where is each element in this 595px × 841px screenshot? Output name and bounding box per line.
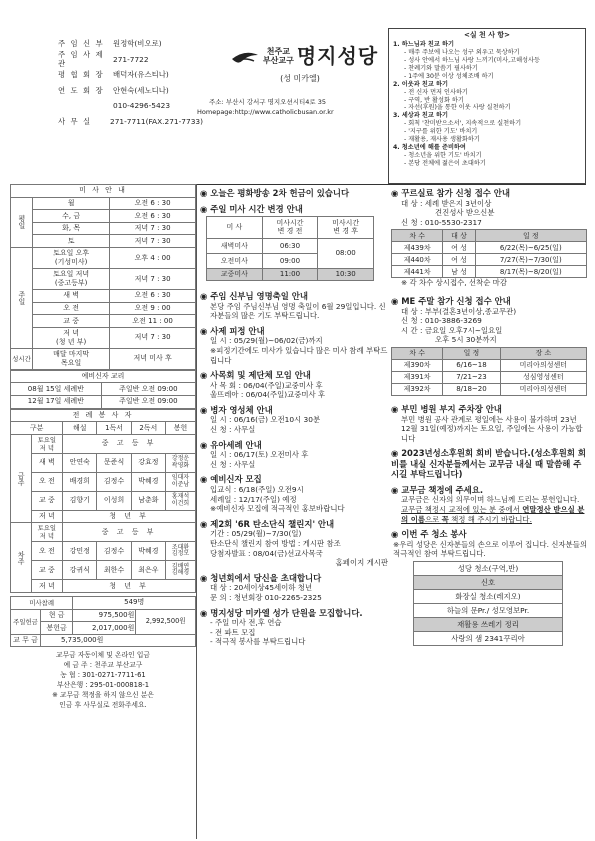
- ministry-line: 사 목 회 : 06/04(주일)교중미사 후: [210, 380, 323, 390]
- vision-item: - 구역, 반 활성화 하기: [404, 96, 464, 104]
- server-cell: 배경희: [63, 472, 97, 491]
- mass-change-name: 교중미사: [207, 269, 263, 281]
- vision-item: - 전 신자 먼저 인사하기: [404, 88, 468, 96]
- server-cell: 강민정: [63, 542, 97, 561]
- me-table: [391, 347, 587, 396]
- infant-title: ◉ 유아세례 안내: [200, 439, 262, 450]
- staff-value: 271-7722: [113, 54, 149, 64]
- catechumen-title: 예비신자 교리: [11, 370, 196, 383]
- address: [197, 98, 395, 118]
- me-title: ◉ ME 주말 참가 신청 접수 안내: [391, 296, 511, 306]
- diocese-top: 천주교: [266, 46, 290, 56]
- bank-line: 부산은행 : 295-01-000818-1: [56, 680, 150, 689]
- challenge-line: 당첨자발표 : 08/04(금)선교사목국: [210, 548, 323, 558]
- catechumen-recruit-title: ◉ 예비신자 모집: [200, 474, 262, 485]
- mass-change-header: 미 사: [207, 217, 263, 239]
- mass-day: 월: [33, 197, 110, 210]
- servers-group: 차주: [11, 523, 32, 593]
- me-place: 미리아의성센터: [500, 384, 586, 396]
- servers-table: [10, 409, 196, 593]
- homepage-line: Homepage:http://www.catholicbusan.or.kr: [197, 107, 334, 116]
- cursillo-header: 차 수: [392, 230, 443, 242]
- parking-body: 부민 병원 공사 관계로 평일에는 사용이 불가하며 23년 12월 31일(예정)까지는 토요일, 주일에는 사용이 가능합니다: [401, 414, 583, 443]
- mass-time: 오전 6 : 30: [110, 289, 196, 302]
- vision-item: - 찬례기와 말씀기 필사하기: [404, 64, 478, 72]
- right-column: [391, 184, 587, 651]
- servers-header: 구분: [11, 422, 63, 435]
- server-cell: 강효정: [131, 453, 165, 472]
- server-cell: 청 년 부: [63, 510, 196, 523]
- mass-day: 토: [33, 235, 110, 248]
- server-mass: 저 녁: [31, 580, 63, 593]
- offering-total: 2,992,500원: [136, 609, 196, 634]
- server-cell: 박혜경: [131, 542, 165, 561]
- attendance-value: 549명: [73, 596, 196, 609]
- server-mass: 오 전: [31, 542, 63, 561]
- me-line: 오후 5시 30분까지: [435, 335, 497, 345]
- mass-day: 토요일 오후 (기성미사): [33, 247, 110, 268]
- catechumen-line: ※예비신자 모집에 적극적인 홍보바랍니다: [210, 504, 345, 514]
- cursillo-date: 6/22(목)~6/25(일): [475, 242, 586, 254]
- vision-item: - 성사 안에서 하느님 사랑 느끼기(미사,고해성사등: [404, 56, 540, 64]
- catechumen-table: [10, 370, 196, 409]
- mass-time: 저녁 7 : 30: [110, 235, 196, 248]
- cursillo-no: 제440차: [392, 254, 443, 266]
- vision-item: - 회칙 '찬미받으소서', 지속적으로 실천하기: [404, 120, 522, 128]
- mass-schedule-table: [10, 184, 196, 370]
- server-cell: 이성희: [97, 491, 131, 510]
- cursillo-no: 제439차: [392, 242, 443, 254]
- vision-head: 1. 하느님과 친교 하기: [393, 40, 454, 48]
- cursillo-no: 제441차: [392, 266, 443, 278]
- retreat-line: ※피정기간에도 미사가 있습니다 많은 미사 참례 부탁드립니다: [210, 345, 388, 365]
- cleaning-body: ※우리 성당은 신자분들의 손으로 이루어 집니다. 신자분들의 적극적인 참여 부탁드립니다.: [393, 539, 587, 559]
- diocese-label: [263, 48, 294, 66]
- cursillo-date: 7/27(목)~7/30(일): [475, 254, 586, 266]
- feast-title: ◉ 주임 신부님 영명축일 안내: [200, 291, 308, 301]
- cursillo-who: 남 성: [443, 266, 475, 278]
- servers-header: 해설: [63, 422, 97, 435]
- envelope-label: 봉헌금: [41, 622, 73, 635]
- youth-line: 대 상 : 20세이상45세이하 청년: [210, 583, 313, 593]
- vision-item: - '지구를 위한 기도' 바치기: [404, 128, 478, 136]
- sick-line: 일 시 : 06/16(금) 오전10시 30분: [210, 415, 321, 425]
- server-mass: 새 벽: [31, 453, 63, 472]
- cursillo-date: 8/17(목)~8/20(일): [475, 266, 586, 278]
- server-mass: 오 전: [31, 472, 63, 491]
- adoration-group: 성시간: [11, 348, 33, 369]
- staff-label: 평 협 회 장: [58, 70, 105, 80]
- left-column: [10, 184, 196, 710]
- cleaning-row: 하늘의 문Pr./ 성모영보Pr.: [414, 604, 563, 618]
- server-cell: 안연숙: [63, 453, 97, 472]
- staff-label: 주 임 사 제 관: [58, 50, 105, 69]
- dues-emphasis: 꼭: [441, 514, 449, 524]
- cursillo-header: 대 상: [443, 230, 475, 242]
- vision-item: - 자선(후원)을 통한 이웃 사랑 실천하기: [404, 104, 511, 112]
- church-logo-icon: [230, 47, 260, 67]
- staff-value: 271-7711(FAX.271-7733): [110, 116, 203, 126]
- dues-body-underlined: [401, 505, 587, 524]
- server-mass: 교 중: [31, 491, 63, 510]
- envelope-value: 2,017,000원: [73, 622, 136, 635]
- mass-title: 미 사 안 내: [11, 185, 196, 198]
- cursillo-line: 견진성사 받으신분: [435, 208, 495, 218]
- offering-label: 주일헌금: [11, 609, 41, 634]
- mass-time: 저녁 7 : 30: [110, 222, 196, 235]
- server-cell: 청 년 부: [63, 580, 196, 593]
- cursillo-line: 대 상 : 세례 받은지 3년이상: [401, 198, 492, 208]
- infant-line: 일 시 : 06/17(토) 오전미사 후: [210, 450, 309, 460]
- vision-item: - 1주에 30분 이상 성체조배 하기: [404, 72, 494, 80]
- mass-change-before: 11:00: [262, 269, 318, 281]
- me-header: 일 정: [443, 348, 500, 360]
- column-divider: [196, 184, 197, 839]
- patron-name: (성 미카엘): [280, 74, 320, 83]
- challenge-line: 홈페이지 게시판: [335, 558, 388, 568]
- vision-head: 2. 이웃과 친교 하기: [393, 80, 448, 88]
- cursillo-who: 여 성: [443, 242, 475, 254]
- challenge-line: 탄소단식 챌린지 참여 방법 : 게시판 참조: [210, 538, 341, 548]
- cursillo-note: ※ 각 차수 상시접수, 선착순 마감: [401, 278, 507, 288]
- ministry-line: 울뜨레아 : 06/04(주일)교중미사 후: [210, 390, 326, 400]
- vision-item: - 본당 전체에 젊은이 초대하기: [404, 160, 486, 168]
- catechumen-line: 세례일 : 12/17(주일) 예정: [210, 494, 297, 504]
- mass-change-table: [206, 216, 374, 281]
- server-cell: 김정수: [97, 472, 131, 491]
- cleaning-row: 사랑의 샘 2341꾸리아: [414, 632, 563, 646]
- mass-time: 저녁 미사 후: [110, 348, 196, 369]
- infant-line: 신 청 : 사무실: [210, 459, 256, 469]
- staff-value: 배덕자(유스티나): [113, 70, 169, 80]
- mass-day: 화, 목: [33, 222, 110, 235]
- me-line: 대 상 : 부부(결혼3년이상,종교무관): [401, 306, 517, 316]
- cleaning-row: 화장실 청소(레지오): [414, 590, 563, 604]
- mass-time: 오전 6 : 30: [110, 210, 196, 223]
- cash-value: 975,500원: [73, 609, 136, 622]
- challenge-title: ◉ 제2회 '6R 탄소단식 챌린지' 안내: [200, 518, 335, 529]
- me-no: 제392차: [392, 384, 443, 396]
- weekday-group: 평일: [11, 197, 33, 247]
- dues-text: 책정 해 주시기 바랍니다.: [448, 514, 532, 524]
- cash-label: 현 금: [41, 609, 73, 622]
- church-name: 명지성당: [296, 44, 379, 68]
- mass-change-name: 오전미사: [207, 254, 263, 269]
- me-line: 시 간 : 금요일 오후7시~일요일: [401, 325, 503, 335]
- vision-box: [388, 28, 586, 184]
- sunday-group: 주일: [11, 247, 33, 348]
- mass-time: 저녁 7 : 30: [110, 268, 196, 289]
- servers-group: 금주: [11, 434, 32, 523]
- staff-label: 주 임 신 부: [58, 39, 105, 49]
- mass-time: 오전 6 : 30: [110, 197, 196, 210]
- cursillo-table: [391, 229, 587, 278]
- mass-change-header: 미사시간 변 경 후: [318, 217, 374, 239]
- me-header: 장 소: [500, 348, 586, 360]
- challenge-line: 기간 : 05/29(월)~7/30(일): [210, 529, 302, 539]
- sick-line: 신 청 : 사무실: [210, 425, 256, 434]
- bank-line: 농 협 : 301-0271-7711-61: [60, 670, 146, 679]
- server-cell: 임대자 이준남: [165, 472, 195, 491]
- dues-title: ◉ 교무금 책정에 주세요.: [391, 484, 484, 495]
- server-mass: 토요일 저 녁: [31, 523, 63, 542]
- mass-time: 저녁 7 : 30: [110, 327, 196, 348]
- me-no: 제390차: [392, 360, 443, 372]
- staff-label: 사 무 실: [58, 116, 92, 126]
- bank-line: 인금 후 사무실로 전화주세요.: [59, 700, 147, 709]
- address-line: 주소: 부산시 강서구 명지오션시티4로 35: [209, 98, 327, 106]
- catechumen-date: 08월 15일 세례반: [11, 383, 102, 396]
- vision-head: 3. 세상과 친교 하기: [393, 112, 448, 120]
- cursillo-who: 여 성: [443, 254, 475, 266]
- dues-emphasis: 연말정산 받으실 분의 이름: [401, 505, 585, 524]
- me-date: 8/18~20: [443, 384, 500, 396]
- mass-time: 오전 11 : 00: [110, 315, 196, 328]
- cleaning-title: ◉ 이번 주 청소 봉사: [391, 529, 467, 540]
- mass-change-name: 새벽미사: [207, 239, 263, 254]
- bank-info: [10, 651, 196, 710]
- choir-title: ◉ 명지성당 미카엘 성가 단원을 모집합니다.: [200, 607, 363, 618]
- server-cell: 중 고 등 부: [63, 523, 196, 542]
- dues-body: 교무금은 신자의 의무이며 하느님께 드리는 봉헌입니다.: [401, 495, 580, 505]
- choir-line: - 주일 미사 전,후 연습: [210, 618, 282, 627]
- youth-title: ◉ 청년회에서 당신을 초대합니다: [200, 572, 322, 583]
- cleaning-row: 신호: [414, 576, 563, 590]
- server-mass: 저 녁: [31, 510, 63, 523]
- server-cell: 남춘화: [131, 491, 165, 510]
- me-line: 신 청 : 010-3886-3269: [401, 316, 482, 326]
- server-cell: 조대환 김정모: [165, 542, 195, 561]
- server-cell: 최은우: [131, 561, 165, 580]
- me-place: 성심영성센터: [500, 372, 586, 384]
- me-header: 차 수: [392, 348, 443, 360]
- mass-day: 오 전: [33, 302, 110, 315]
- choir-line: - 전 파트 모집: [210, 627, 256, 637]
- servers-header: 1독서: [97, 422, 131, 435]
- server-mass: 토요일 저 녁: [31, 434, 63, 453]
- server-cell: 중 고 등 부: [63, 434, 196, 453]
- cleaning-row: 재활용 쓰레기 정리: [414, 618, 563, 632]
- catechumen-time: 주일반 오전 09:00: [101, 395, 195, 408]
- dues-label: 교 무 금: [11, 634, 41, 647]
- server-mass: 교 중: [31, 561, 63, 580]
- me-date: 7/21~23: [443, 372, 500, 384]
- servers-header: 봉헌: [165, 422, 195, 435]
- diocese-bottom: 부산교구: [262, 55, 294, 65]
- server-cell: 문준식: [97, 453, 131, 472]
- catechumen-date: 12월 17일 세례반: [11, 395, 102, 408]
- vision-head: 4. 청소년에 해를 준비하여: [393, 144, 466, 152]
- staff-label: 연 도 회 장: [58, 85, 105, 95]
- bank-line: 예 금 주 : 천주교 부산교구: [63, 661, 143, 670]
- retreat-line: 일 시 : 05/29(월)~06/02(금)까지: [210, 336, 323, 346]
- catechumen-time: 주일반 오전 09:00: [101, 383, 195, 396]
- server-cell: 강정운 곽영화: [165, 453, 195, 472]
- server-cell: 강귀식: [63, 561, 97, 580]
- mass-day: 토요일 저녁 (중고등부): [33, 268, 110, 289]
- mass-change-before: 06:30: [262, 239, 318, 254]
- choir-line: - 적극적 봉사를 부탁드립니다: [210, 637, 306, 647]
- bank-line: ※ 교무금 책정을 하지 않으신 분은: [52, 690, 154, 699]
- server-cell: 최한수: [97, 561, 131, 580]
- broadcast-title: ◉ 오늘은 평화방송 2차 헌금이 있습니다: [200, 188, 350, 198]
- mass-change-header: 미사시간 변 경 전: [262, 217, 318, 239]
- dues-value: 5,735,000원: [41, 634, 196, 647]
- vision-item: - 재활용, 재사용 생활화하기: [404, 136, 480, 144]
- servers-title: 전 례 봉 사 자: [11, 409, 196, 422]
- staff-value: 원정학(비오로): [113, 39, 162, 49]
- dues-text: 으로: [425, 514, 442, 524]
- mass-change-before: 09:00: [262, 254, 318, 269]
- staff-value: 안현숙(세노디나): [113, 85, 169, 95]
- bank-line: 교무금 자동이체 및 온라인 입금: [56, 651, 150, 660]
- cursillo-header: 일 정: [475, 230, 586, 242]
- server-cell: 김정수: [97, 542, 131, 561]
- feast-body: 본당 주임 주님신부님 영명 축일이 6월 29일입니다. 신자분들의 많은 기도 부탁드립니다.: [210, 301, 386, 321]
- server-cell: 홍재석 이건희: [165, 491, 195, 510]
- cleaning-table: [413, 561, 563, 646]
- mass-time: 오후 4 : 00: [110, 247, 196, 268]
- ministry-title: ◉ 사목회 및 제단체 모임 안내: [200, 370, 311, 381]
- mass-change-after: 08:00: [318, 239, 374, 269]
- cleaning-row: 성당 청소(구역,반): [414, 562, 563, 576]
- staff-info: [58, 36, 203, 129]
- server-cell: 김배연 김해경: [165, 561, 195, 580]
- cursillo-title: ◉ 꾸르실료 참가 신청 접수 안내: [391, 188, 510, 198]
- cursillo-line: 신 청 : 010-5530-2317: [401, 217, 482, 227]
- youth-line: 문 의 : 청년회장 010-2265-2325: [210, 592, 322, 602]
- staff-value: 010-4296-5423: [113, 101, 171, 111]
- servers-header: 2독서: [131, 422, 165, 435]
- retreat-title: ◉ 사제 피정 안내: [200, 325, 265, 336]
- me-place: 미리아의성센터: [500, 360, 586, 372]
- server-cell: 박혜경: [131, 472, 165, 491]
- server-cell: 김향기: [63, 491, 97, 510]
- vision-title: <실 천 사 항>: [463, 31, 511, 39]
- mass-time: 오전 9 : 00: [110, 302, 196, 315]
- parking-title: ◉ 부민 병원 부지 주차장 안내: [391, 404, 502, 414]
- vision-item: - 청소년을 위한 기도' 바치기: [404, 152, 482, 160]
- me-no: 제391차: [392, 372, 443, 384]
- catechumen-line: 입교식 : 6/18(주일) 오전9시: [210, 484, 304, 494]
- mass-day: 저 녁 (청 년 부): [33, 327, 110, 348]
- me-date: 6/16~18: [443, 360, 500, 372]
- mass-day: 새 벽: [33, 289, 110, 302]
- attendance-label: 미사참례: [11, 596, 73, 609]
- middle-column: [200, 184, 388, 652]
- mass-day: 수, 금: [33, 210, 110, 223]
- finance-table: [10, 596, 196, 647]
- sick-title: ◉ 병자 영성체 안내: [200, 404, 273, 415]
- vocation-sponsor-title: ◉ 2023년성소후원회 회비 받습니다.(성소후원회 회비를 내실 신자분들께서는 교무금 내실 때 말씀해 주시길 부탁드립니다): [391, 448, 586, 480]
- dues-text: 교무금 책정시 교적에 있는 분 중에서: [401, 505, 523, 514]
- mass-change-after: 10:30: [318, 269, 374, 281]
- mass-day: 매달 마지막 목요일: [33, 348, 110, 369]
- masthead: [197, 44, 395, 118]
- mass-day: 교 중: [33, 315, 110, 328]
- mass-change-title: ◉ 주일 미사 시간 변경 안내: [200, 203, 303, 214]
- vision-item: - 매주 주보에 나오는 성구 외우고 묵상하기: [404, 48, 520, 56]
